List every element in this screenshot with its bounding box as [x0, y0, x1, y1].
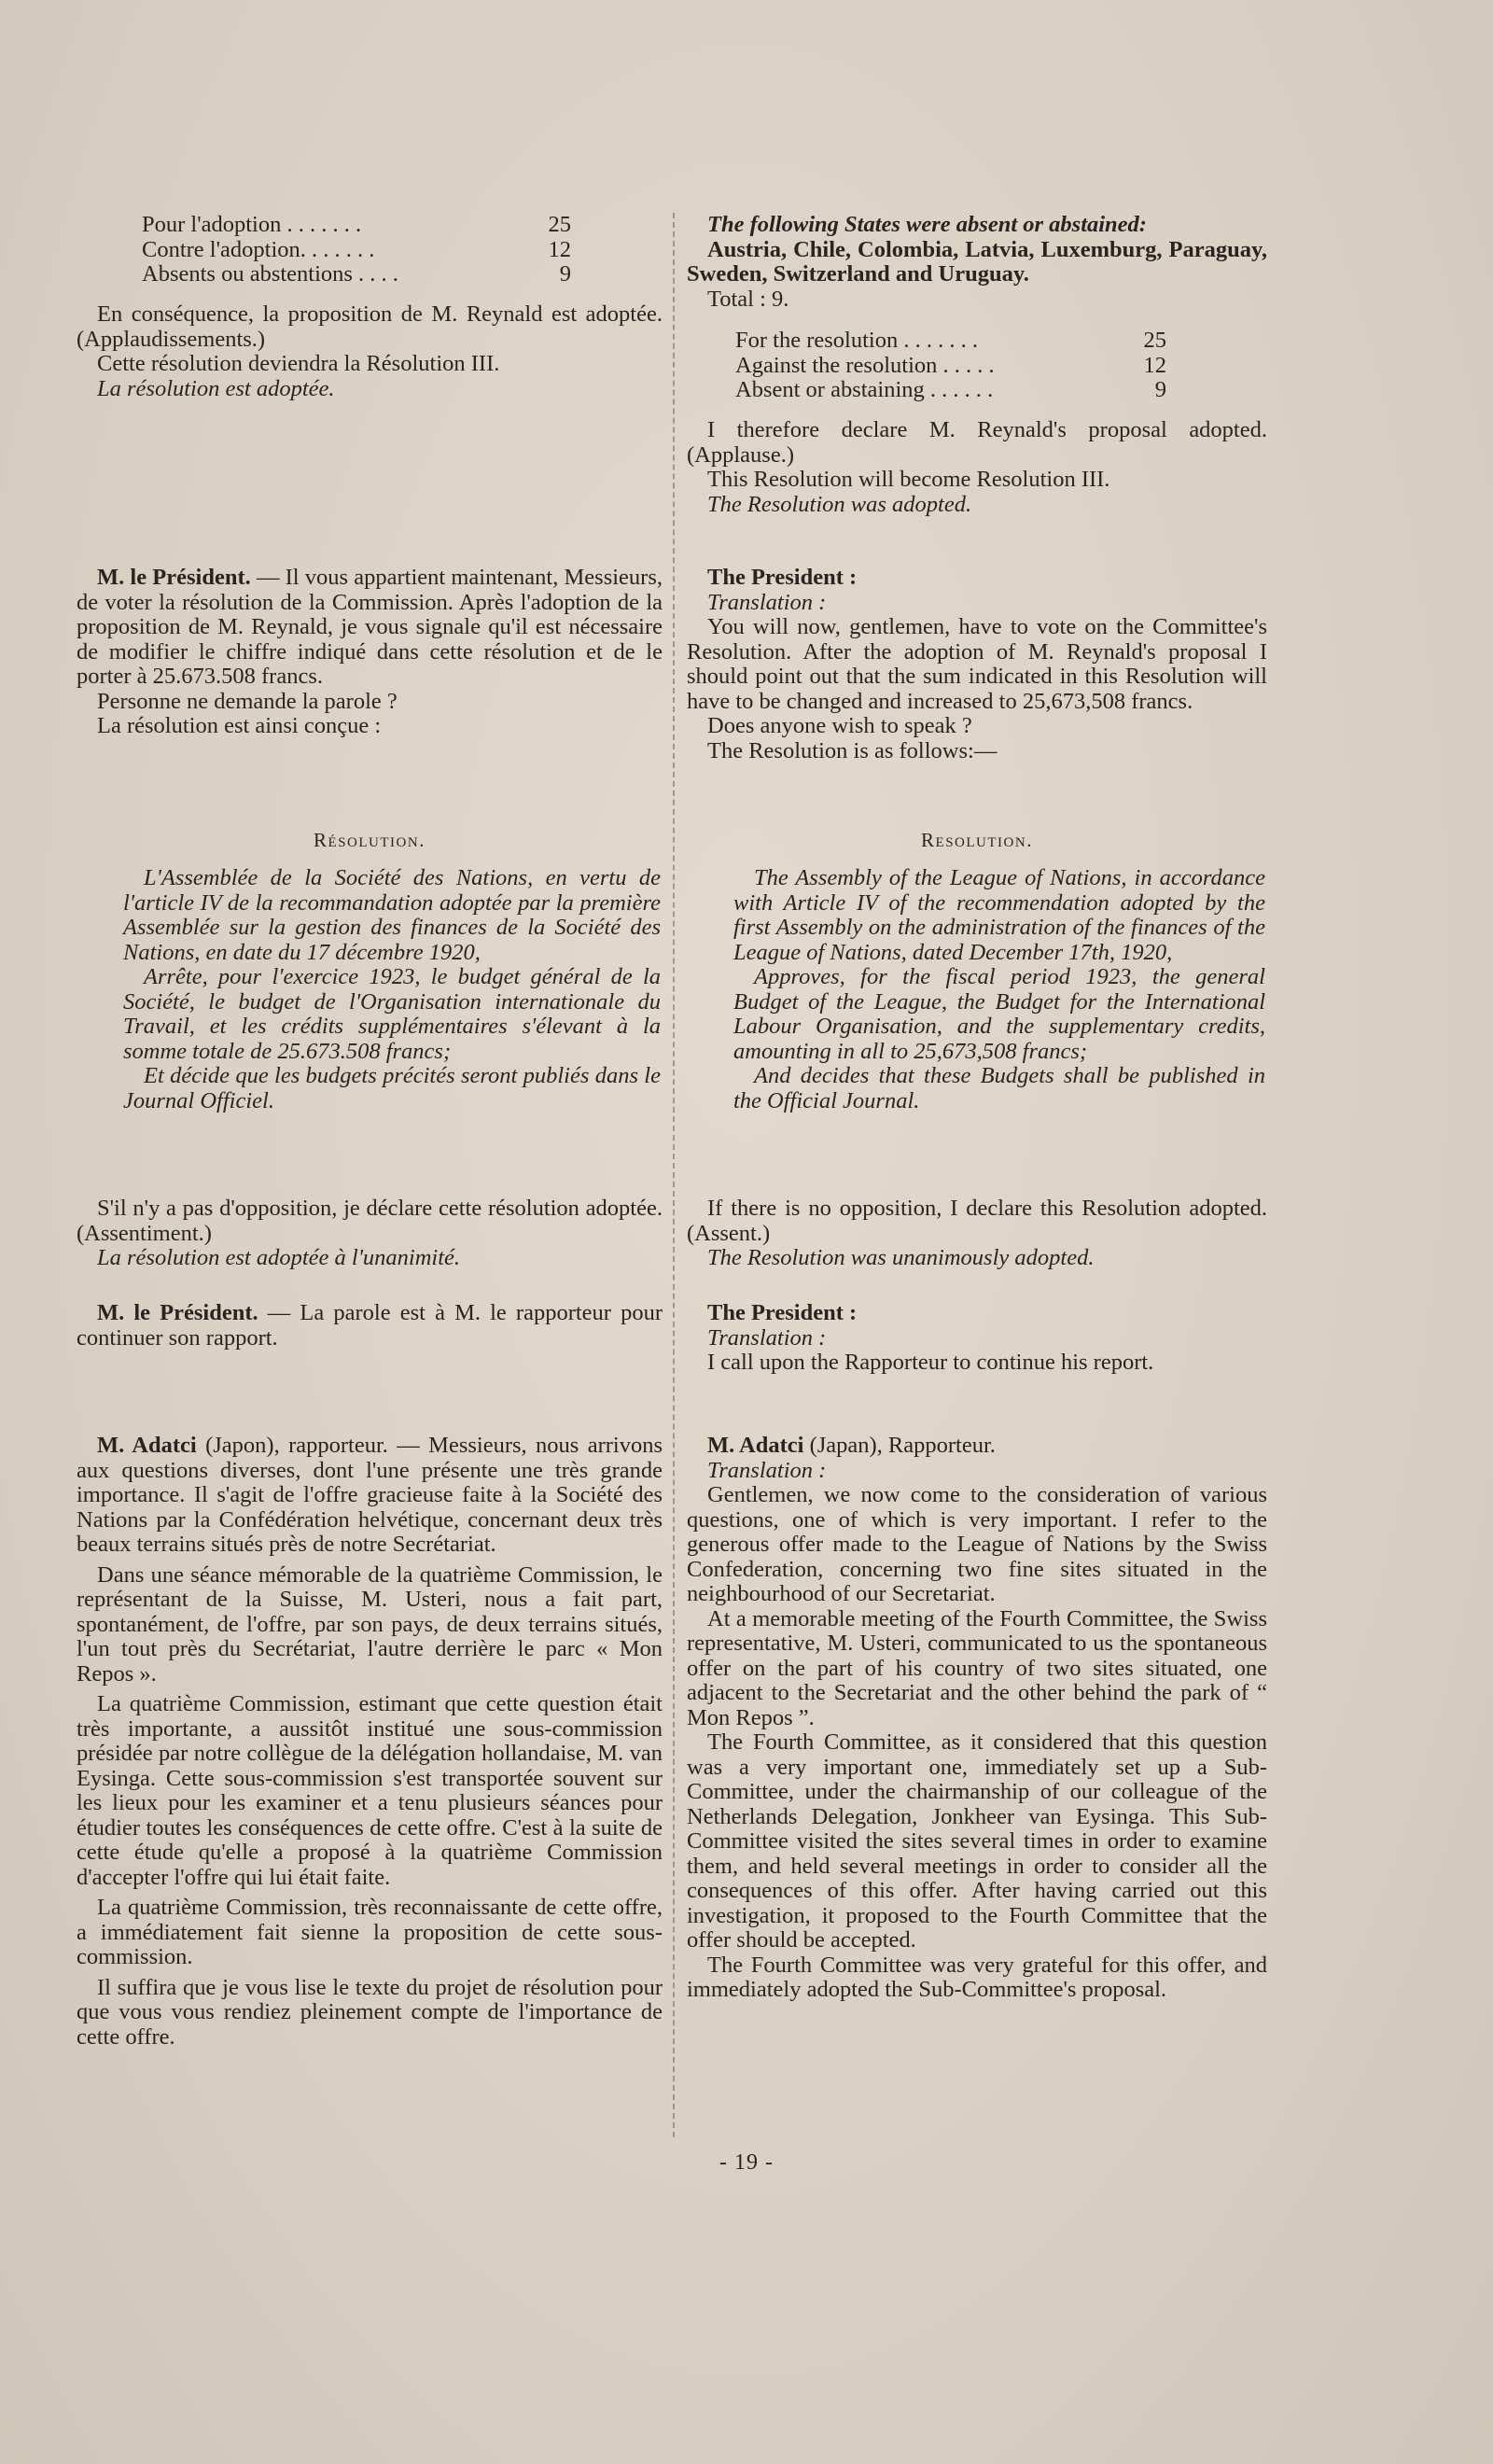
translation-label: Translation : — [707, 1457, 827, 1483]
paragraph: — La parole est à M. le rapporteur pour continuer son rapport. — [77, 1300, 663, 1351]
paragraph: Cette résolution deviendra la Résolution III. — [97, 351, 500, 376]
absent-states-en — [687, 213, 1267, 312]
paragraph: I therefore declare M. Reynald's proposal adopted. (Applause.) — [687, 417, 1267, 468]
president-speech-fr — [77, 566, 663, 739]
president-speech-2-en — [687, 1301, 1267, 1376]
paragraph: Does anyone wish to speak ? — [707, 713, 972, 738]
paragraph: Personne ne demande la parole ? — [97, 688, 398, 714]
speaker-name: M. le Président. — [97, 1300, 258, 1325]
paragraph: You will now, gentlemen, have to vote on the Committee's Resolution. After the adoption of M. Reynald's proposal I should point out that the sum indicated in this Resolution will have to be changed and increased to 25,673,508 francs. — [687, 614, 1267, 714]
paragraph: Et décide que les budgets précités seront publiés dans le Journal Officiel. — [123, 1063, 661, 1113]
adatci-speech-en — [687, 1434, 1267, 2003]
resolution-text-en — [687, 866, 1267, 1113]
paragraph: Arrête, pour l'exercice 1923, le budget général de la Société, le budget de l'Organisation internationale du Travail, et les crédits supplémentaires s'élevant à la somme totale de 25.673.508 francs; — [123, 964, 661, 1064]
paragraph: La quatrième Commission, très reconnaissante de cette offre, a immédiatement fait sienne la proposition de cette sous-commission. — [77, 1895, 663, 1969]
paragraph: The Assembly of the League of Nations, in accordance with Article IV of the recommendation adopted by the first Assembly on the administration of the finances of the League of Nations, dated December 17th, 1920, — [733, 865, 1265, 965]
paragraph: The Resolution was adopted. — [707, 491, 972, 517]
paragraph: Gentlemen, we now come to the consideration of various questions, one of which is very important. I refer to the generous offer made to the League of Nations by the Swiss Confederation, concerning two fine sites situated in the neighbourhood of our Secretariat. — [687, 1482, 1267, 1606]
vote-row-absent: Absent or abstaining . . . . . . 9 — [735, 377, 1166, 402]
paragraph: I call upon the Rapporteur to continue his report. — [707, 1350, 1154, 1375]
speaker-name: The President : — [707, 565, 858, 590]
resolution-text-fr — [77, 866, 663, 1113]
paragraph: S'il n'y a pas d'opposition, je déclare cette résolution adoptée. (Assentiment.) — [77, 1196, 663, 1246]
paragraph: La résolution est ainsi conçue : — [97, 713, 382, 738]
column-divider — [673, 213, 675, 2137]
resolution-adopted-en — [687, 1197, 1267, 1271]
vote-tally-en — [687, 329, 1267, 403]
paragraph: The Fourth Committee, as it considered that this question was a very important one, immediately set up a Sub-Committee, under the chairmanship of our colleague of the Netherlands Delegation, Jonkheer van Eysinga. This Sub-Committee visited the sites several times in order to examine them, and held several meetings in order to consider all the consequences of this offer. After having carried out this investigation, it proposed to the Fourth Committee that the offer should be accepted. — [687, 1729, 1267, 1953]
vote-row-against: Against the resolution . . . . . 12 — [735, 352, 1166, 378]
speaker-name: M. le Président. — [97, 565, 251, 590]
paragraph: If there is no opposition, I declare this Resolution adopted. (Assent.) — [687, 1196, 1267, 1246]
vote-tally-fr — [77, 213, 663, 287]
vote-row-for: For the resolution . . . . . . . 25 — [735, 328, 1166, 353]
paragraph: And decides that these Budgets shall be published in the Official Journal. — [733, 1063, 1265, 1113]
speaker-name: M. Adatci — [97, 1433, 197, 1458]
paragraph: Total : 9. — [707, 286, 789, 312]
paragraph: At a memorable meeting of the Fourth Committee, the Swiss representative, M. Usteri, communicated to us the spontaneous offer on the part of his country of two sites situated, one adjacent to the Secretariat and the other behind the park of “ Mon Repos ”. — [687, 1605, 1267, 1730]
paragraph: L'Assemblée de la Société des Nations, en vertu de l'article IV de la recommandation adoptée par la première Assemblée sur la gestion des finances de la Société des Nations, en date du 17 décembre 1920, — [123, 865, 661, 965]
vote-result-fr — [77, 302, 663, 401]
paragraph: The Resolution is as follows:— — [707, 737, 998, 763]
president-speech-2-fr — [77, 1301, 663, 1351]
paragraph: Austria, Chile, Colombia, Latvia, Luxemburg, Paraguay, Sweden, Switzerland and Uruguay. — [687, 236, 1267, 287]
paragraph: Dans une séance mémorable de la quatrième Commission, le représentant de la Suisse, M. Usteri, nous a fait part, spontanément, de l'offre, par son pays, de deux terrains situés, l'un tout près du Secrétariat, l'autre derrière le parc « Mon Repos ». — [77, 1561, 663, 1687]
paragraph: The Resolution was unanimously adopted. — [707, 1245, 1095, 1270]
paragraph: La quatrième Commission, estimant que cette question était très importante, a aussitôt institué une sous-commission présidée par notre collègue de la délégation hollandaise, M. van Eysinga. Cette sous-commission s'est transportée souvent sur les lieux pour les examiner et a tenu plusieurs séances pour étudier toutes les conséquences de cette offre. C'est à la suite de cette étude qu'elle a proposé à la quatrième Commission d'accepter l'offre qui lui était faite. — [77, 1691, 663, 1890]
resolution-heading: Resolution. — [921, 829, 1033, 851]
paragraph: Approves, for the fiscal period 1923, the general Budget of the League, the Budget for the International Labour Organisation, and the supplementary credits, amounting in all to 25,673,508 francs; — [733, 964, 1265, 1064]
speaker-name: The President : — [707, 1300, 858, 1325]
vote-row-for: Pour l'adoption . . . . . . . 25 — [142, 212, 571, 237]
paragraph: This Resolution will become Resolution III. — [707, 467, 1110, 492]
paragraph: — Il vous appartient maintenant, Messieurs, de voter la résolution de la Commission. Après l'adoption de la proposition de M. Reynald, je vous signale qu'il est nécessaire de modifier le chiffre indiqué dans cette résolution et de le porter à 25.673.508 francs. — [77, 565, 663, 689]
page-number: - 19 - — [719, 2150, 774, 2175]
adatci-speech-fr — [77, 1434, 663, 2050]
paragraph: The following States were absent or abstained: — [707, 212, 1147, 237]
paragraph: Il suffira que je vous lise le texte du projet de résolution pour que vous vous rendiez pleinement compte de l'importance de cette offre. — [77, 1974, 663, 2050]
vote-result-en — [687, 418, 1267, 517]
paragraph: (Japon), rapporteur. — Messieurs, nous arrivons aux questions diverses, dont l'une présente une très grande importance. Il s'agit de l'offre gracieuse faite à la Société des Nations par la Confédération helvétique, concernant deux très beaux terrains situés près de notre Secrétariat. — [77, 1433, 663, 1557]
paragraph: En conséquence, la proposition de M. Reynald est adoptée. (Applaudissements.) — [77, 301, 663, 352]
vote-row-against: Contre l'adoption. . . . . . . 12 — [142, 236, 571, 262]
vote-row-absent: Absents ou abstentions . . . . 9 — [142, 261, 571, 287]
resolution-heading: Résolution. — [314, 829, 426, 851]
paragraph: The Fourth Committee was very grateful for this offer, and immediately adopted the Sub-Committee's proposal. — [687, 1952, 1267, 2002]
translation-label: Translation : — [707, 589, 827, 615]
translation-label: Translation : — [707, 1324, 827, 1351]
president-speech-en — [687, 566, 1267, 763]
speaker-name: M. Adatci — [707, 1433, 804, 1458]
resolution-adopted-fr — [77, 1197, 663, 1271]
paragraph: La résolution est adoptée à l'unanimité. — [97, 1245, 461, 1270]
speaker-role: (Japan), Rapporteur. — [803, 1433, 996, 1458]
paragraph: La résolution est adoptée. — [97, 375, 335, 401]
